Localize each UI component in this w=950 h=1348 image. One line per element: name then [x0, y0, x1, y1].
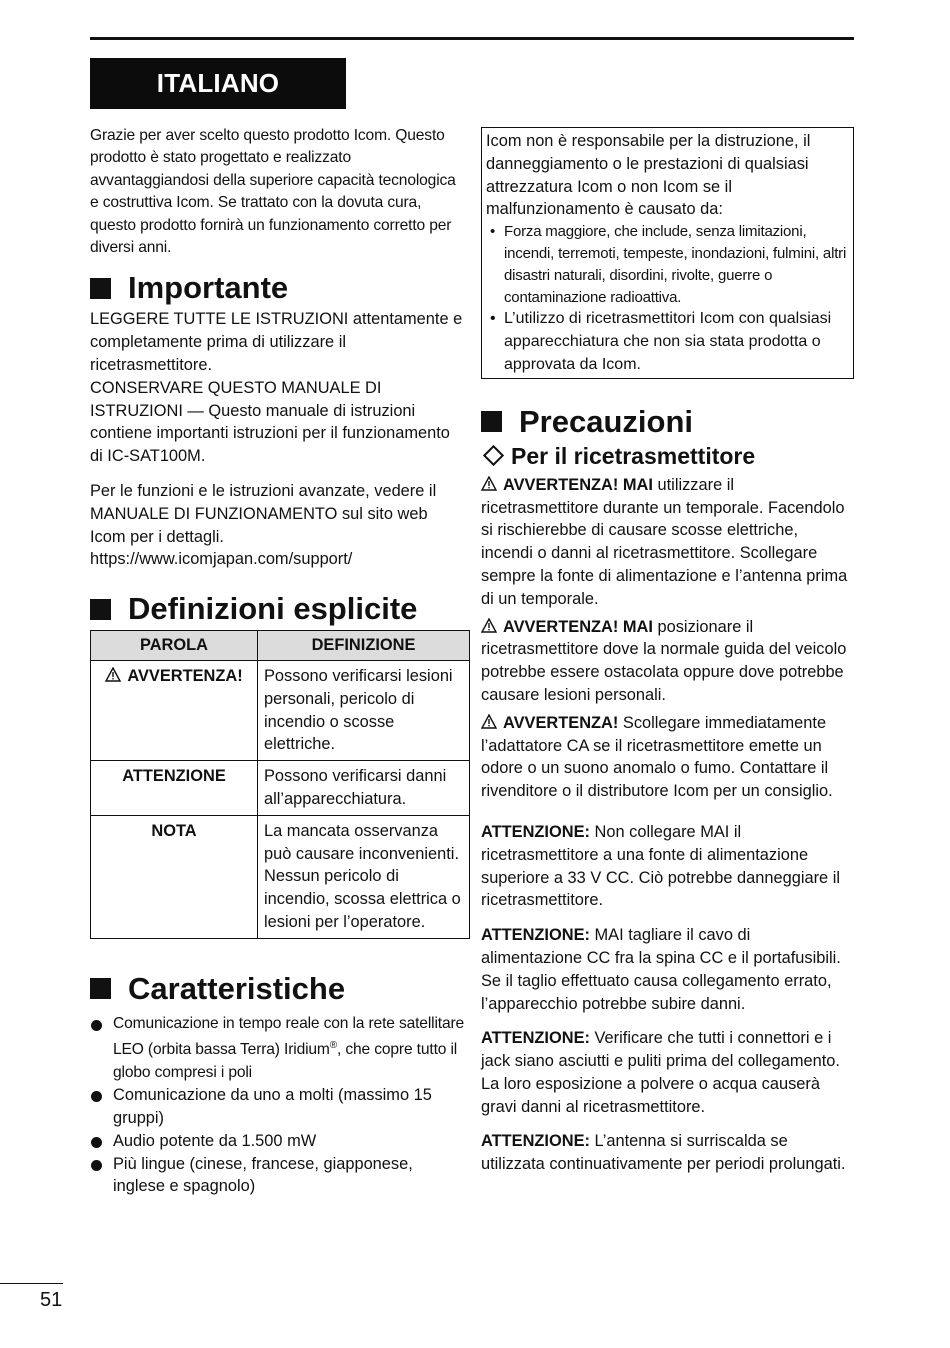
right-column: [481, 127, 854, 1176]
square-bullet-icon: [90, 599, 111, 620]
bullet-dot-icon: [91, 1137, 102, 1148]
caratteristiche-title: Caratteristiche: [128, 970, 346, 1006]
support-link[interactable]: https://www.icomjapan.com/support/: [90, 550, 353, 569]
list-item: • L’utilizzo di ricetrasmettitori Icom con qualsiasi apparecchiatura che non sia stata prodotta o approvata da Icom.: [490, 310, 832, 373]
definition-cell: La mancata osservanza può causare inconvenienti. Nessun pericolo di incendio, scossa elettrica o lesioni per l’operatore.: [258, 815, 470, 938]
disclaimer-box: [481, 127, 854, 379]
definizioni-heading: [90, 591, 465, 627]
square-bullet-icon: [90, 978, 111, 999]
definizioni-title: Definizioni esplicite: [128, 591, 418, 627]
importante-title: Importante: [128, 270, 289, 306]
importante-p1: LEGGERE TUTTE LE ISTRUZIONI attentamente e completamente prima di utilizzare il ricetrasmettitore.: [90, 310, 463, 375]
term-label: AVVERTENZA!: [127, 667, 243, 685]
warning-1: AVVERTENZA! MAI utilizzare il ricetrasmettitore durante un temporale. Facendolo si rischierebbe di causare scosse elettriche, incendi o danni al ricetrasmettitore. Scollegare sempre la fonte di alimentazione e l’antenna prima di un temporale.: [481, 475, 848, 608]
bullet-dot-icon: [91, 1020, 102, 1031]
intro-paragraph: Grazie per aver scelto questo prodotto Icom. Questo prodotto è stato progettato e realizzato avvantaggiandosi della superiore capacità tecnologica e costruttiva Icom. Se trattato con la dovuta cura, questo prodotto fornirà un funzionamento corretto per diversi anni.: [90, 127, 456, 257]
language-tab: ITALIANO: [90, 58, 346, 109]
bullet-icon: •: [490, 310, 496, 328]
col-header-word: PAROLA: [91, 631, 258, 661]
warning-2: AVVERTENZA! MAI posizionare il ricetrasmettitore dove la normale guida del veicolo potrebbe essere ostacolata oppure dove potrebbe causare lesioni personali.: [481, 617, 847, 704]
definition-cell: Possono verificarsi lesioni personali, pericolo di incendio o scosse elettriche.: [258, 661, 470, 761]
importante-p2: CONSERVARE QUESTO MANUALE DI ISTRUZIONI — Questo manuale di istruzioni contiene importanti istruzioni per il funzionamento di IC-SAT100M.: [90, 378, 450, 466]
table-row: [91, 815, 470, 938]
importante-heading: [90, 270, 465, 306]
term-cell: [91, 661, 258, 761]
precauzioni-heading: [481, 404, 854, 440]
table-header-row: [91, 631, 470, 661]
caution-2: ATTENZIONE: MAI tagliare il cavo di alimentazione CC fra la spina CC e il portafusibili. Se il taglio effettuato causa collegamento errato, l’apparecchio potrebbe subire danni.: [481, 926, 841, 1013]
term-cell: ATTENZIONE: [91, 761, 258, 816]
table-row: [91, 661, 470, 761]
warning-triangle-icon: [105, 667, 121, 682]
square-bullet-icon: [90, 278, 111, 299]
warning-3: AVVERTENZA! Scollegare immediatamente l’adattatore CA se il ricetrasmettitore emette un odore o un suono anomalo o fumo. Contattare il rivenditore o il distributore Icom per un consiglio.: [481, 713, 833, 801]
list-item: Comunicazione da uno a molti (massimo 15 gruppi): [90, 1084, 465, 1130]
caution-1: ATTENZIONE: Non collegare MAI il ricetrasmettitore a una fonte di alimentazione superiore a 33 V CC. Ciò potrebbe danneggiare il ricetrasmettitore.: [481, 822, 840, 910]
left-column: [90, 125, 465, 1198]
warning-triangle-icon: [481, 618, 497, 633]
caratteristiche-heading: [90, 971, 465, 1007]
list-item: Più lingue (cinese, francese, giapponese, inglese e spagnolo): [90, 1153, 465, 1199]
col-header-definition: DEFINIZIONE: [258, 631, 470, 661]
definitions-table: [90, 630, 470, 939]
disclaimer-text: Icom non è responsabile per la distruzione, il danneggiamento o le prestazioni di qualsiasi attrezzatura Icom o non Icom se il malfunzionamento è causato da:: [486, 132, 811, 219]
subsection-heading: [481, 442, 854, 470]
bullet-dot-icon: [91, 1160, 102, 1171]
warning-triangle-icon: [481, 714, 497, 729]
diamond-icon: [483, 445, 504, 466]
features-list: [90, 1013, 465, 1198]
bullet-icon: •: [490, 223, 496, 241]
disclaimer-list: [486, 221, 849, 377]
footer-rule: [0, 1283, 63, 1284]
precauzioni-title: Precauzioni: [519, 403, 693, 439]
top-rule: [90, 37, 854, 40]
table-row: [91, 761, 470, 816]
caution-3: ATTENZIONE: Verificare che tutti i connettori e i jack siano asciutti e puliti prima del collegamento. La loro esposizione a polvere o acqua causerà gravi danni al ricetrasmettitore.: [481, 1029, 840, 1116]
definition-cell: Possono verificarsi danni all’apparecchiatura.: [258, 761, 470, 816]
importante-p3: Per le funzioni e le istruzioni avanzate, vedere il MANUALE DI FUNZIONAMENTO sul sito web Icom per i dettagli.: [90, 482, 437, 546]
list-item: Comunicazione in tempo reale con la rete satellitare LEO (orbita bassa Terra) Iridium®, che copre tutto il globo compresi i poli: [90, 1013, 465, 1084]
warning-triangle-icon: [481, 476, 497, 491]
subsection-title: Per il ricetrasmettitore: [511, 442, 756, 469]
list-item: • Forza maggiore, che include, senza limitazioni, incendi, terremoti, tempeste, inondazioni, fulmini, altri disastri naturali, disordini, rivolte, guerre o contaminazione radioattiva.: [490, 223, 847, 306]
caution-4: ATTENZIONE: L’antenna si surriscalda se utilizzata continuativamente per periodi prolungati.: [481, 1132, 846, 1174]
term-cell: NOTA: [91, 815, 258, 938]
bullet-dot-icon: [91, 1091, 102, 1102]
square-bullet-icon: [481, 411, 502, 432]
page-number: 51: [40, 1289, 63, 1311]
list-item: Audio potente da 1.500 mW: [90, 1130, 465, 1153]
